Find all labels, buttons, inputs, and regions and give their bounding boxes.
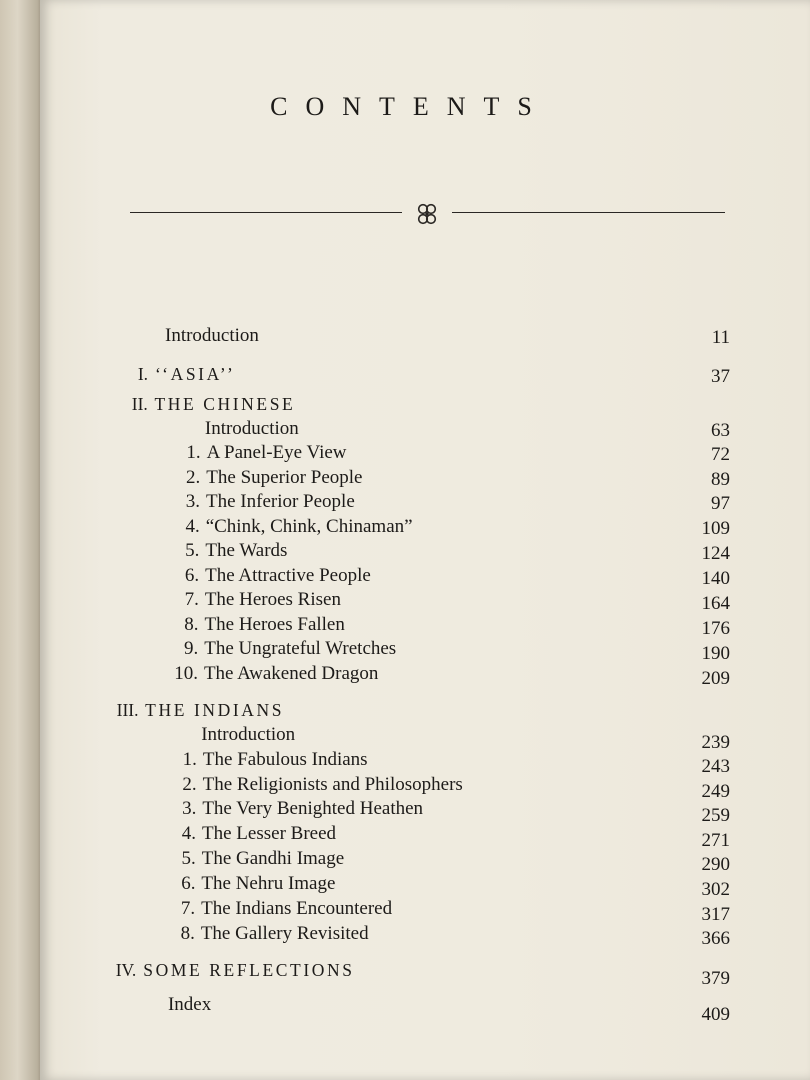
toc-chapter-title: The Wards xyxy=(205,540,288,561)
toc-entry xyxy=(0,540,810,566)
toc-entry xyxy=(0,749,810,775)
toc-chapter-title: A Panel-Eye View xyxy=(206,442,347,463)
part-title-text: THE INDIANS xyxy=(145,700,285,720)
chapter-number: 2. xyxy=(186,467,201,488)
chapter-number: 3. xyxy=(185,491,201,512)
toc-entry xyxy=(0,823,810,849)
toc-page-number: 176 xyxy=(701,618,730,639)
part-roman-numeral: III. xyxy=(116,700,139,720)
part-roman-numeral: I. xyxy=(137,364,149,384)
toc-page-number: 271 xyxy=(701,830,730,851)
chapter-number: 7. xyxy=(180,898,196,919)
toc-page-number: 302 xyxy=(701,879,730,900)
toc-entry xyxy=(0,994,810,1025)
toc-part-title xyxy=(138,364,236,385)
chapter-number: 3. xyxy=(182,798,197,819)
toc-entry xyxy=(0,394,810,420)
toc-entry xyxy=(0,589,810,615)
toc-page-number: 259 xyxy=(701,805,730,826)
toc-entry xyxy=(0,960,810,989)
chapter-number: 6. xyxy=(184,565,200,586)
toc-chapter-title: The Lesser Breed xyxy=(202,823,337,844)
toc-chapter-title: The Awakened Dragon xyxy=(203,663,379,684)
toc-entry xyxy=(0,638,810,664)
chapter-number: 7. xyxy=(184,589,199,610)
ornament-rule-right xyxy=(452,212,725,213)
chapter-number: 4. xyxy=(181,823,197,844)
toc-chapter-title: The Gallery Revisited xyxy=(200,923,369,944)
chapter-number: 6. xyxy=(181,873,196,894)
toc-entry xyxy=(0,724,810,753)
toc-page-number: 290 xyxy=(701,854,730,875)
toc-chapter-title: The Attractive People xyxy=(205,565,371,586)
toc-entry xyxy=(0,364,810,390)
chapter-number: 9. xyxy=(184,638,199,659)
toc-chapter-title: The Inferior People xyxy=(206,491,355,512)
chapter-number: 1. xyxy=(182,749,197,770)
toc-entry xyxy=(0,663,810,689)
toc-chapter-title: “Chink, Chink, Chinaman” xyxy=(205,516,413,537)
toc-page-number: 11 xyxy=(711,327,730,348)
part-title-text: THE CHINESE xyxy=(154,394,296,414)
ornament-rule-left xyxy=(130,212,402,213)
toc-chapter-title: The Religionists and Philosophers xyxy=(202,774,463,795)
toc-page-number: 379 xyxy=(701,968,730,989)
page-title: CONTENTS xyxy=(270,92,550,121)
toc-chapter-title: The Fabulous Indians xyxy=(202,749,368,770)
part-roman-numeral: IV. xyxy=(115,960,137,980)
toc-chapter-title: The Very Benighted Heathen xyxy=(202,798,424,819)
toc-entry xyxy=(0,442,810,468)
toc-chapter-title: The Indians Encountered xyxy=(201,898,393,919)
toc-entry xyxy=(0,418,810,444)
part-title-text: ‘‘ASIA’’ xyxy=(155,364,236,384)
chapter-number: 5. xyxy=(181,848,196,869)
chapter-number: 1. xyxy=(186,442,201,463)
chapter-number: 4. xyxy=(185,516,200,537)
toc-part-title xyxy=(116,960,355,981)
toc-entry xyxy=(0,774,810,800)
part-roman-numeral: II. xyxy=(131,394,148,414)
toc-page-number: 409 xyxy=(701,1004,730,1025)
toc-page-number: 249 xyxy=(701,781,730,802)
toc-page-number: 124 xyxy=(701,543,730,564)
toc-chapter-title: Introduction xyxy=(201,724,296,745)
toc-page-number: 109 xyxy=(701,518,730,539)
toc-chapter-title: The Superior People xyxy=(206,467,363,488)
toc-chapter-title: The Nehru Image xyxy=(201,873,336,894)
toc-entry xyxy=(0,516,810,542)
toc-entry xyxy=(0,848,810,874)
toc-entry xyxy=(0,491,810,517)
toc-chapter-title: The Gandhi Image xyxy=(201,848,345,869)
toc-page-number: 239 xyxy=(701,732,730,753)
toc-page-number: 72 xyxy=(711,444,730,465)
toc-page-number: 209 xyxy=(701,668,730,689)
chapter-number: 8. xyxy=(180,923,195,944)
toc-page-number: 366 xyxy=(701,928,730,949)
toc-entry xyxy=(0,923,810,949)
chapter-number: 2. xyxy=(182,774,197,795)
toc-entry-title: Index xyxy=(167,994,212,1015)
toc-chapter-title: Introduction xyxy=(204,418,299,439)
toc-page-number: 164 xyxy=(701,593,730,614)
toc-page-number: 63 xyxy=(711,420,730,441)
title-ornament xyxy=(130,200,725,230)
toc-entry xyxy=(0,700,810,726)
toc-page-number: 89 xyxy=(711,469,730,490)
toc-page-number: 190 xyxy=(701,643,730,664)
chapter-number: 8. xyxy=(184,614,199,635)
toc-page-number: 140 xyxy=(701,568,730,589)
toc-entry xyxy=(0,798,810,824)
toc-entry xyxy=(0,325,810,351)
toc-page-number: 317 xyxy=(701,904,730,925)
chapter-number: 5. xyxy=(185,540,200,561)
toc-page-number: 37 xyxy=(711,366,730,387)
part-title-text: SOME REFLECTIONS xyxy=(143,960,355,980)
quatrefoil-flower-icon xyxy=(414,201,440,227)
toc-entry xyxy=(0,873,810,899)
toc-entry xyxy=(0,898,810,924)
toc-chapter-title: The Heroes Fallen xyxy=(204,614,345,635)
toc-part-title xyxy=(132,394,296,415)
toc-page-number: 97 xyxy=(711,493,730,514)
toc-chapter-title: The Ungrateful Wretches xyxy=(204,638,397,659)
toc-entry-title: Introduction xyxy=(165,325,259,346)
toc-entry xyxy=(0,614,810,640)
chapter-number: 10. xyxy=(174,663,198,684)
toc-part-title xyxy=(117,700,284,721)
toc-entry xyxy=(0,467,810,493)
toc-page-number: 243 xyxy=(701,756,730,777)
toc-chapter-title: The Heroes Risen xyxy=(204,589,341,610)
toc-entry xyxy=(0,565,810,591)
